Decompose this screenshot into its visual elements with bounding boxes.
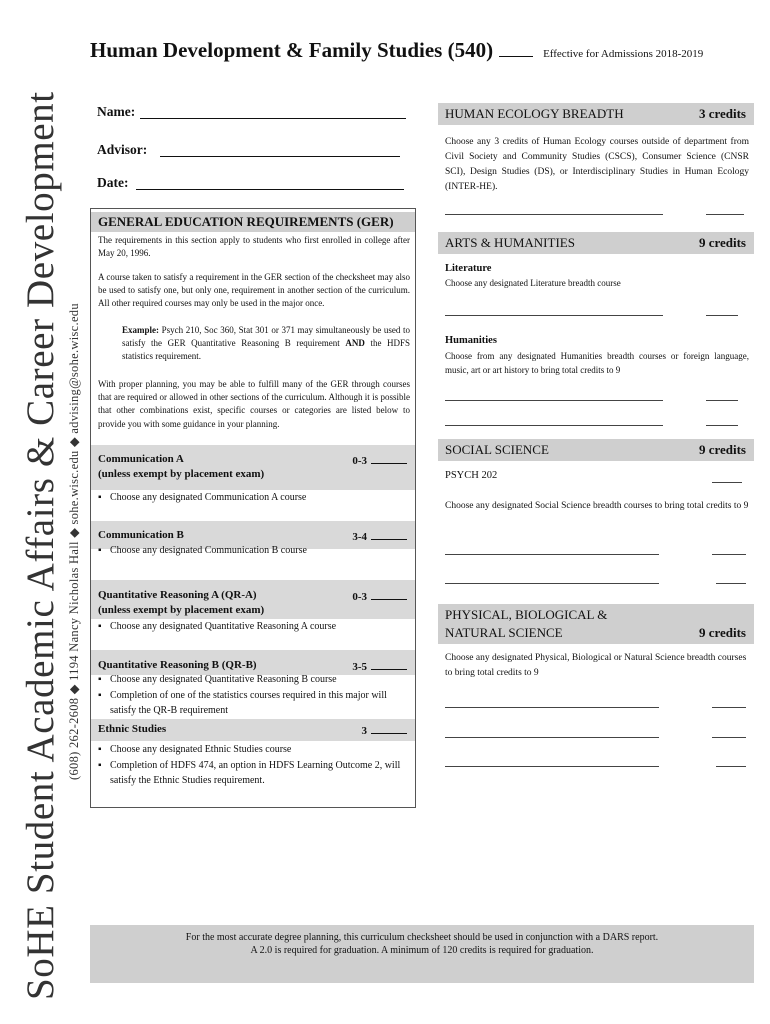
pbn-course-line-1[interactable] <box>445 707 659 708</box>
comm-a-header <box>91 445 415 490</box>
qra-credits: 0-3 <box>352 588 407 605</box>
qrb-header <box>91 650 415 675</box>
pbn-title-2: NATURAL SCIENCE <box>445 625 563 640</box>
pbn-credit-line-3[interactable] <box>716 766 746 767</box>
pbn-header <box>438 604 754 644</box>
comm-b-title: Communication B <box>98 529 184 541</box>
ss-credits: 9 credits <box>698 442 746 457</box>
advisor-field[interactable] <box>97 142 147 158</box>
pbn-title-1: PHYSICAL, BIOLOGICAL & <box>445 607 608 622</box>
footer-line-1: For the most accurate degree planning, this curriculum checksheet should be used in conjunction with a DARS report. <box>185 932 659 943</box>
comm-a-title: Communication A <box>98 453 184 465</box>
advisor-line[interactable] <box>160 156 400 157</box>
pbn-course-line-2[interactable] <box>445 737 659 738</box>
literature-title: Literature <box>445 263 492 274</box>
ah-credits: 9 credits <box>698 235 746 250</box>
name-label: Name: <box>97 104 136 119</box>
ger-intro: The requirements in this section apply to students who first enrolled in college after May 20, 1996. <box>98 235 410 259</box>
ss-title: SOCIAL SCIENCE <box>445 442 549 457</box>
pbn-course-line-3[interactable] <box>445 766 659 767</box>
ss-course-line-2[interactable] <box>445 583 659 584</box>
example-end: the HDFS statistics requirement. <box>122 338 410 362</box>
contact-info: (608) 262-2608 ◆ 1194 Nancy Nicholas Hall ◆ sohe.wisc.edu ◆ advising@sohe.wisc.edu <box>67 303 81 780</box>
ss-header <box>438 439 754 461</box>
hum-course-line-2[interactable] <box>445 425 663 426</box>
he-credit-line[interactable] <box>706 214 744 215</box>
office-name: SoHE Student Academic Affairs & Career Development <box>19 91 62 1000</box>
program-title: Human Development & Family Studies (540) <box>90 38 494 62</box>
ethnic-bullet-2: ▪ Completion of HDFS 474, an option in HDFS Learning Outcome 2, will satisfy the Ethnic Studies requirement. <box>98 759 410 788</box>
ger-para2: A course taken to satisfy a requirement in the GER section of the checksheet may also be used to satisfy one, but only one, requirement in another section of the curriculum. All other required courses may only be used in the major once. <box>98 272 410 309</box>
ger-title: GENERAL EDUCATION REQUIREMENTS (GER) <box>91 212 415 232</box>
footer-note <box>90 925 754 983</box>
ethnic-header <box>91 719 415 741</box>
pbn-credits: 9 credits <box>698 625 746 640</box>
ethnic-credits: 3 <box>362 722 408 739</box>
sidebar <box>18 0 88 1024</box>
ger-section <box>90 208 416 808</box>
qra-header <box>91 580 415 619</box>
qra-title: Quantitative Reasoning A (QR-A) <box>98 589 257 601</box>
pbn-credit-line-2[interactable] <box>712 737 746 738</box>
effective-date: Effective for Admissions 2018-2019 <box>543 48 704 60</box>
psych-credit-line[interactable] <box>712 482 742 483</box>
hum-course-line-1[interactable] <box>445 400 663 401</box>
ss-course-line-1[interactable] <box>445 554 659 555</box>
humanities-title: Humanities <box>445 335 497 346</box>
pbn-text: Choose any designated Physical, Biological or Natural Science breadth courses to bring total credits to 9 <box>445 653 747 678</box>
advisor-label: Advisor: <box>97 142 148 157</box>
date-line[interactable] <box>136 189 404 190</box>
psych-202: PSYCH 202 <box>445 470 498 481</box>
qra-bullet: ▪ Choose any designated Quantitative Reasoning A course <box>98 620 410 635</box>
date-field[interactable] <box>97 175 128 191</box>
page-title <box>90 38 703 63</box>
example-label: Example: <box>122 325 159 335</box>
ah-header <box>438 232 754 254</box>
comm-a-credits: 0-3 <box>352 452 407 469</box>
footer-line-2: A 2.0 is required for graduation. A minimum of 120 credits is required for graduation. <box>250 945 594 956</box>
ger-example <box>98 324 410 364</box>
pbn-credit-line-1[interactable] <box>712 707 746 708</box>
hum-credit-line-2[interactable] <box>706 425 738 426</box>
ah-title: ARTS & HUMANITIES <box>445 235 575 250</box>
name-field[interactable] <box>97 104 135 120</box>
literature-text: Choose any designated Literature breadth course <box>445 278 621 288</box>
ger-para3: With proper planning, you may be able to fulfill many of the GER through courses that are required or allowed in other sections of the curriculum. Although it is possible that other combinations exist, specific courses or categories are listed below to provide you with some guidance in your planning. <box>98 379 410 429</box>
ethnic-title: Ethnic Studies <box>98 723 167 735</box>
qrb-bullet-2: ▪ Completion of one of the statistics courses required in this major will satisfy the QR-B requirement <box>98 689 410 718</box>
comm-b-bullet: ▪ Choose any designated Communication B course <box>98 544 410 559</box>
qrb-title: Quantitative Reasoning B (QR-B) <box>98 659 257 671</box>
ss-text: Choose any designated Social Science breadth courses to bring total credits to 9 <box>445 501 749 511</box>
lit-credit-line[interactable] <box>706 315 738 316</box>
comm-a-title2: (unless exempt by placement exam) <box>98 468 265 480</box>
name-line[interactable] <box>140 118 406 119</box>
comm-b-credits: 3-4 <box>352 528 407 545</box>
qrb-bullet-1: ▪ Choose any designated Quantitative Reasoning B course <box>98 673 410 688</box>
he-text: Choose any 3 credits of Human Ecology courses outside of department from Civil Society and Community Studies (CSCS), Consumer Science (CNSR SCI), Design Studies (DS), or Interdisciplinary Studies in Human Ecology (INTER-HE). <box>445 137 749 192</box>
title-underline <box>499 42 533 57</box>
he-course-line[interactable] <box>445 214 663 215</box>
lit-course-line[interactable] <box>445 315 663 316</box>
he-credits: 3 credits <box>698 106 746 121</box>
qra-title2: (unless exempt by placement exam) <box>98 604 265 616</box>
he-header <box>438 103 754 125</box>
example-text: Psych 210, Soc 360, Stat 301 or 371 may simultaneously be used to satisfy the GER Quantitative Reasoning B requirement <box>122 325 411 349</box>
ss-credit-line-2[interactable] <box>716 583 746 584</box>
hum-credit-line-1[interactable] <box>706 400 738 401</box>
humanities-text: Choose from any designated Humanities breadth courses or foreign language, music, art or art history to bring total credits to 9 <box>445 351 749 375</box>
he-title: HUMAN ECOLOGY BREADTH <box>445 106 624 121</box>
example-and: AND <box>345 338 365 349</box>
ss-credit-line-1[interactable] <box>712 554 746 555</box>
comm-a-bullet: ▪ Choose any designated Communication A course <box>98 491 410 506</box>
qrb-credits: 3-5 <box>352 658 407 675</box>
date-label: Date: <box>97 175 129 190</box>
ethnic-bullet-1: ▪ Choose any designated Ethnic Studies course <box>98 743 410 758</box>
